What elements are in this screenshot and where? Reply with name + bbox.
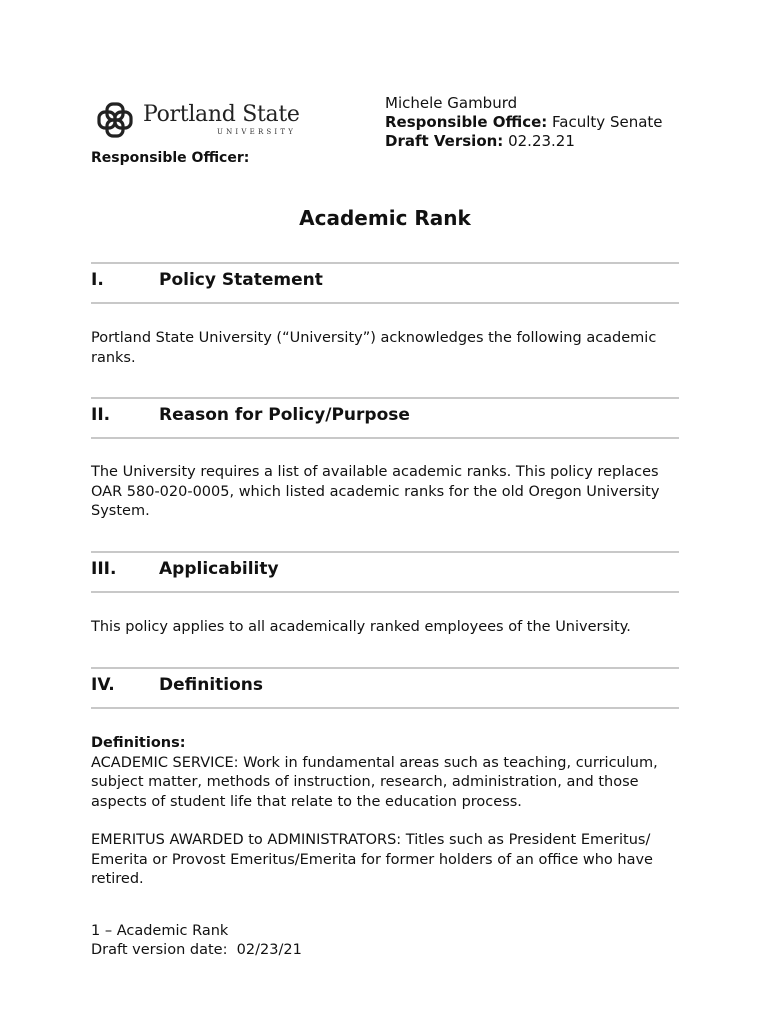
- draft-value: 02.23.21: [508, 132, 575, 150]
- footer-draft-date: Draft version date: 02/23/21: [91, 942, 302, 958]
- section-divider: [91, 667, 679, 669]
- page-title: Academic Rank: [299, 206, 471, 230]
- section-divider: [91, 437, 679, 439]
- responsible-officer-label: Responsible Officer:: [91, 150, 250, 166]
- draft-version-line: [385, 132, 663, 151]
- definitions-label: Definitions:: [91, 735, 186, 751]
- university-logo: [95, 100, 300, 140]
- section-heading: Policy Statement: [159, 270, 323, 290]
- definition-emeritus-administrators: EMERITUS AWARDED to ADMINISTRATORS: Titles such as President Emeritus/ Emerita or Provost Emeritus/Emerita for former holders of an office who have retired.: [91, 832, 653, 887]
- definition-academic-service: ACADEMIC SERVICE: Work in fundamental areas such as teaching, curriculum, subject matter, methods of instruction, research, administration, and those aspects of student life that relate to the education process.: [91, 754, 658, 810]
- logo-wordmark: Portland State: [143, 102, 300, 127]
- section-paragraph: This policy applies to all academically ranked employees of the University.: [91, 619, 631, 635]
- section-divider: [91, 397, 679, 399]
- section-number: III.: [91, 559, 117, 579]
- office-label: Responsible Office:: [385, 113, 548, 131]
- section-number: I.: [91, 270, 104, 290]
- page-footer: [91, 922, 302, 960]
- section-divider: [91, 591, 679, 593]
- definitions-block: [91, 734, 691, 890]
- section-number: IV.: [91, 675, 115, 695]
- office-value: Faculty Senate: [552, 113, 663, 131]
- section-paragraph: Portland State University (“University”) acknowledges the following academic ranks.: [91, 330, 657, 366]
- responsible-person: Michele Gamburd: [385, 94, 518, 112]
- draft-label: Draft Version:: [385, 132, 504, 150]
- responsible-office-line: [385, 113, 663, 132]
- section-divider: [91, 262, 679, 264]
- university-knot-icon: [95, 100, 135, 140]
- section-paragraph: The University requires a list of available academic ranks. This policy replaces OAR 580-020-0005, which listed academic ranks for the old Oregon University System.: [91, 464, 660, 519]
- section-number: II.: [91, 405, 111, 425]
- footer-page-label: 1 – Academic Rank: [91, 923, 229, 939]
- section-heading: Applicability: [159, 559, 279, 579]
- document-meta: [385, 94, 663, 151]
- section-divider: [91, 302, 679, 304]
- section-divider: [91, 551, 679, 553]
- section-heading: Reason for Policy/Purpose: [159, 405, 410, 425]
- logo-subtitle: UNIVERSITY: [217, 128, 297, 136]
- section-divider: [91, 707, 679, 709]
- section-heading: Definitions: [159, 675, 264, 695]
